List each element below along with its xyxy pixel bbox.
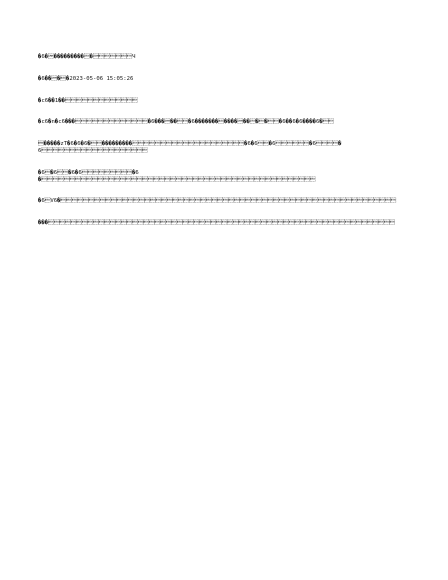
document-line-5: �����zT�6�6�6�����������6�6�6�6�6 <box>38 140 342 155</box>
document-line-2: �6����2023-05-06 15:05:26 <box>38 76 134 83</box>
document-line-6: �6�6�6�6�6� <box>38 169 316 183</box>
document-line-1: �6�����������Ч <box>38 54 136 61</box>
document-line-8: ��� <box>38 220 395 227</box>
document-body <box>38 40 410 242</box>
document-line-3: �c6��1�� <box>38 97 138 104</box>
document-line-4: �c6�n�c6����6������6����������������6��6�6����6� <box>38 119 334 126</box>
document-line-7: �6V6� <box>38 198 397 205</box>
